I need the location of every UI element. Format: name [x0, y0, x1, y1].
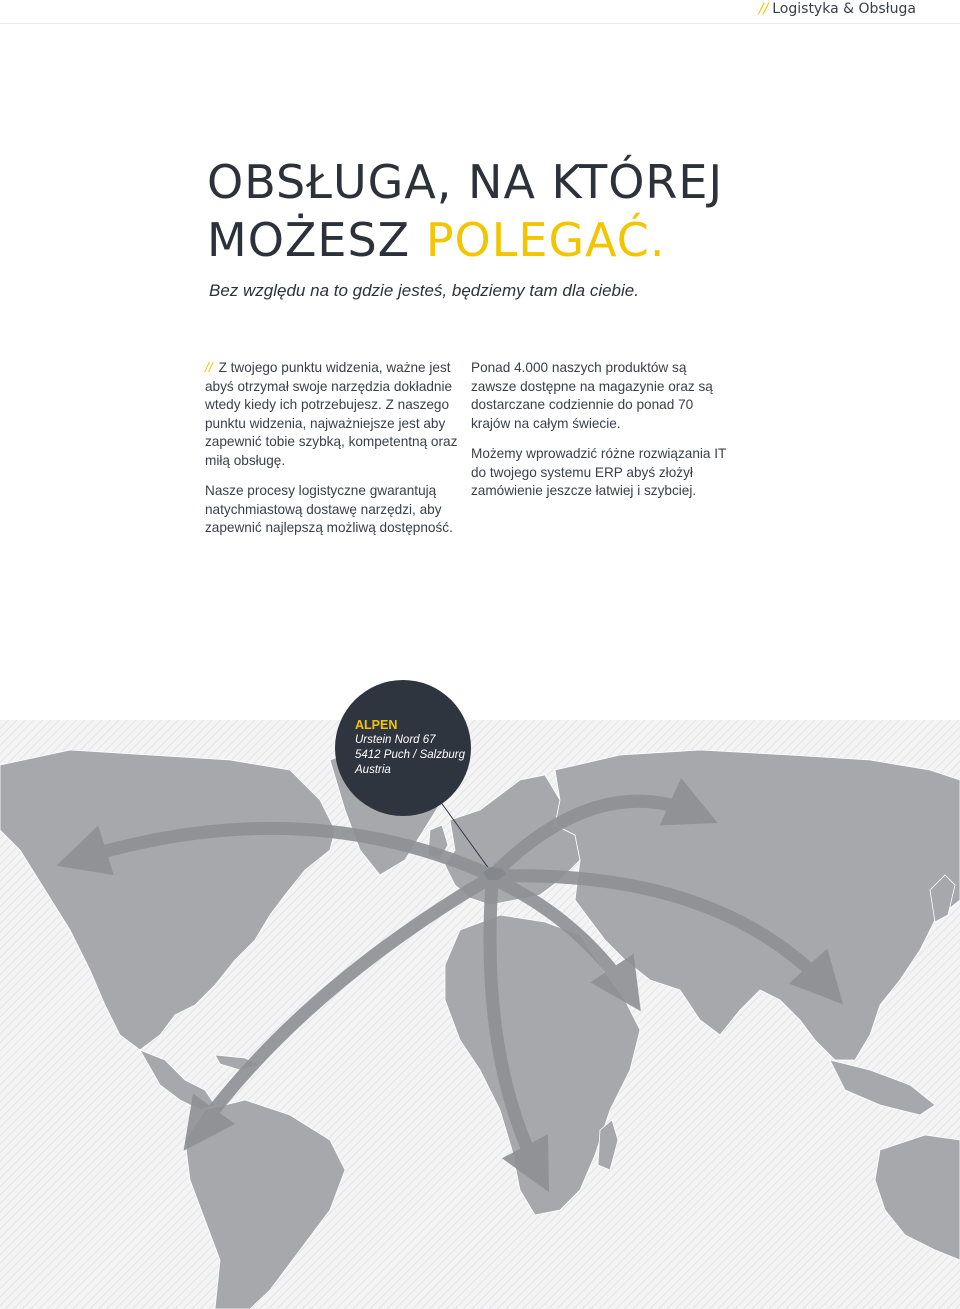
left-paragraph-1: [205, 359, 467, 470]
left-column: [205, 359, 467, 550]
title-accent: POLEGAĆ.: [425, 213, 666, 267]
title-line-2-prefix: MOŻESZ: [207, 213, 426, 267]
location-country: Austria: [355, 764, 391, 776]
left-paragraph-2: Nasze procesy logistyczne gwarantują natychmiastową dostawę narzędzi, aby zapewnić najlepszą możliwą dostępność.: [205, 483, 453, 535]
world-map: [0, 660, 960, 1309]
title-line-2: [207, 211, 723, 269]
title-line-1: OBSŁUGA, NA KTÓREJ: [207, 155, 724, 209]
header-section: Logistyka & Obsługa: [772, 1, 916, 17]
header-slashes: //: [758, 1, 769, 17]
header-tag: [759, 0, 916, 19]
location-bubble: [335, 680, 471, 816]
location-street: Urstein Nord 67: [355, 734, 436, 746]
page-title: [207, 153, 723, 269]
location-city: 5412 Puch / Salzburg: [355, 749, 465, 761]
left-paragraph-1-text: Z twojego punktu widzenia, ważne jest abyś otrzymał swoje narzędzia dokładnie wtedy kiedy ich potrzebujesz. Z naszego punktu widzenia, najważniejsze jest aby zapewnić tobie szybką, kompetentną oraz miłą obsługę.: [205, 360, 458, 468]
page-subtitle: Bez względu na to gdzie jesteś, będziemy tam dla ciebie.: [209, 281, 639, 300]
right-column: [471, 359, 733, 513]
location-text: [355, 718, 467, 778]
header-divider: [0, 23, 960, 24]
paragraph-marker: //: [205, 360, 213, 375]
right-paragraph-1: Ponad 4.000 naszych produktów są zawsze dostępne na magazynie oraz są dostarczane codziennie do ponad 70 krajów na całym świecie.: [471, 360, 713, 431]
location-name: ALPEN: [355, 718, 398, 732]
right-paragraph-2: Możemy wprowadzić różne rozwiązania IT do twojego systemu ERP abyś złożył zamówienie jeszcze łatwiej i szybciej.: [471, 446, 727, 498]
